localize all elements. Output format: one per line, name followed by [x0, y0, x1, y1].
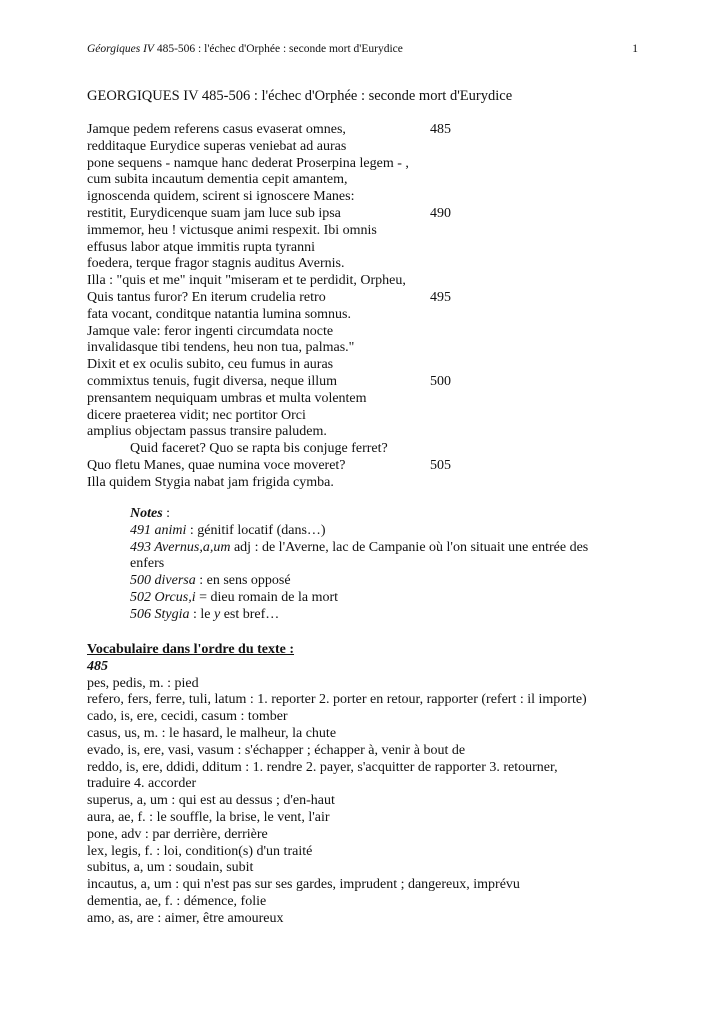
poem-line: Jamque pedem referens casus evaserat omnes, 485	[87, 122, 451, 137]
notes-heading: Notes :	[130, 506, 171, 521]
notes-section	[130, 506, 630, 624]
line-number: 495	[430, 289, 451, 305]
poem-line: Illa quidem Stygia nabat jam frigida cymba.	[87, 474, 334, 490]
running-header	[87, 42, 638, 56]
poem-line: Jamque vale: feror ingenti circumdata nocte	[87, 323, 334, 339]
note-item: 493 Avernus,a,um adj : de l'Averne, lac de Campanie où l'on situait une entrée des	[130, 539, 589, 555]
vocab-entry: reddo, is, ere, ddidi, dditum : 1. rendre 2. payer, s'acquitter de rapporter 3. retourner,	[87, 759, 558, 775]
vocab-entry: lex, legis, f. : loi, condition(s) d'un traité	[87, 843, 313, 859]
poem-line: invalidasque tibi tendens, heu non tua, palmas."	[87, 340, 355, 356]
poem-line: Quis tantus furor? En iterum crudelia retro 495	[87, 289, 451, 305]
vocab-entry: casus, us, m. : le hasard, le malheur, la chute	[87, 725, 337, 741]
note-item: 502 Orcus,i = dieu romain de la mort	[130, 589, 339, 605]
vocab-entry: dementia, ae, f. : démence, folie	[87, 893, 267, 909]
header-title-italic: Géorgiques IV	[87, 43, 154, 55]
poem-line: ignoscenda quidem, scirent si ignoscere Manes:	[87, 189, 355, 205]
poem-line: foedera, terque fragor stagnis auditus Avernis.	[87, 256, 345, 272]
note-item: 506 Stygia : le y est bref…	[130, 606, 280, 622]
vocab-entry: subitus, a, um : soudain, subit	[87, 860, 254, 876]
document-title: GEORGIQUES IV 485-506 : l'échec d'Orphée : seconde mort d'Eurydice	[87, 88, 513, 104]
vocab-entry: traduire 4. accorder	[87, 776, 197, 792]
poem-line: cum subita incautum dementia cepit amantem,	[87, 172, 348, 188]
poem-line: restitit, Eurydicenque suam jam luce sub ipsa 490	[87, 205, 451, 221]
note-item-continued: enfers	[130, 556, 165, 572]
poem-line: Illa : "quis et me" inquit "miseram et te perdidit, Orpheu,	[87, 273, 406, 289]
vocabulary-section-number: 485	[87, 658, 108, 674]
page-number: 1	[632, 43, 638, 55]
vocab-entry: refero, fers, ferre, tuli, latum : 1. reporter 2. porter en retour, rapporter (refert : il importe)	[87, 692, 587, 708]
line-number: 505	[430, 457, 451, 473]
poem-line: amplius objectam passus transire paludem.	[87, 424, 327, 440]
poem-line: immemor, heu ! victusque animi respexit. Ibi omnis	[87, 222, 377, 238]
vocab-entry: evado, is, ere, vasi, vasum : s'échapper ; échapper à, venir à bout de	[87, 742, 466, 758]
vocab-entry: pone, adv : par derrière, derrière	[87, 826, 268, 842]
vocab-entry: pes, pedis, m. : pied	[87, 675, 199, 691]
vocab-entry: aura, ae, f. : le souffle, la brise, le vent, l'air	[87, 809, 330, 825]
note-item: 491 animi : génitif locatif (dans…)	[130, 522, 326, 538]
poem-line: Quid faceret? Quo se rapta bis conjuge ferret?	[130, 441, 388, 457]
poem-line: Dixit et ex oculis subito, ceu fumus in auras	[87, 357, 334, 373]
poem-line: dicere praeterea vidit; nec portitor Orci	[87, 407, 306, 423]
poem-line: commixtus tenuis, fugit diversa, neque illum 500	[87, 373, 451, 389]
line-number: 500	[430, 373, 451, 389]
poem-line: pone sequens - namque hanc dederat Proserpina legem - ,	[87, 155, 409, 171]
poem-line: Quo fletu Manes, quae numina voce moveret? 505	[87, 457, 451, 473]
note-item: 500 diversa : en sens opposé	[130, 573, 291, 589]
poem-line: effusus labor atque immitis rupta tyranni	[87, 239, 315, 255]
poem-line: fata vocant, conditque natantia lumina somnus.	[87, 306, 351, 322]
poem-line: prensantem nequiquam umbras et multa volentem	[87, 390, 367, 406]
vocab-entry: superus, a, um : qui est au dessus ; d'en-haut	[87, 793, 335, 809]
vocab-entry: incautus, a, um : qui n'est pas sur ses gardes, imprudent ; dangereux, imprévu	[87, 877, 520, 893]
poem-text	[87, 122, 607, 492]
header-title-rest: 485-506 : l'échec d'Orphée : seconde mort d'Eurydice	[153, 43, 403, 55]
line-number: 485	[430, 122, 451, 137]
vocab-entry: amo, as, are : aimer, être amoureux	[87, 910, 284, 926]
vocab-entry: cado, is, ere, cecidi, casum : tomber	[87, 709, 288, 725]
vocabulary-heading: Vocabulaire dans l'ordre du texte :	[87, 642, 295, 657]
line-number: 490	[430, 205, 451, 221]
poem-line: redditaque Eurydice superas veniebat ad auras	[87, 138, 347, 154]
vocabulary-section	[87, 642, 637, 928]
